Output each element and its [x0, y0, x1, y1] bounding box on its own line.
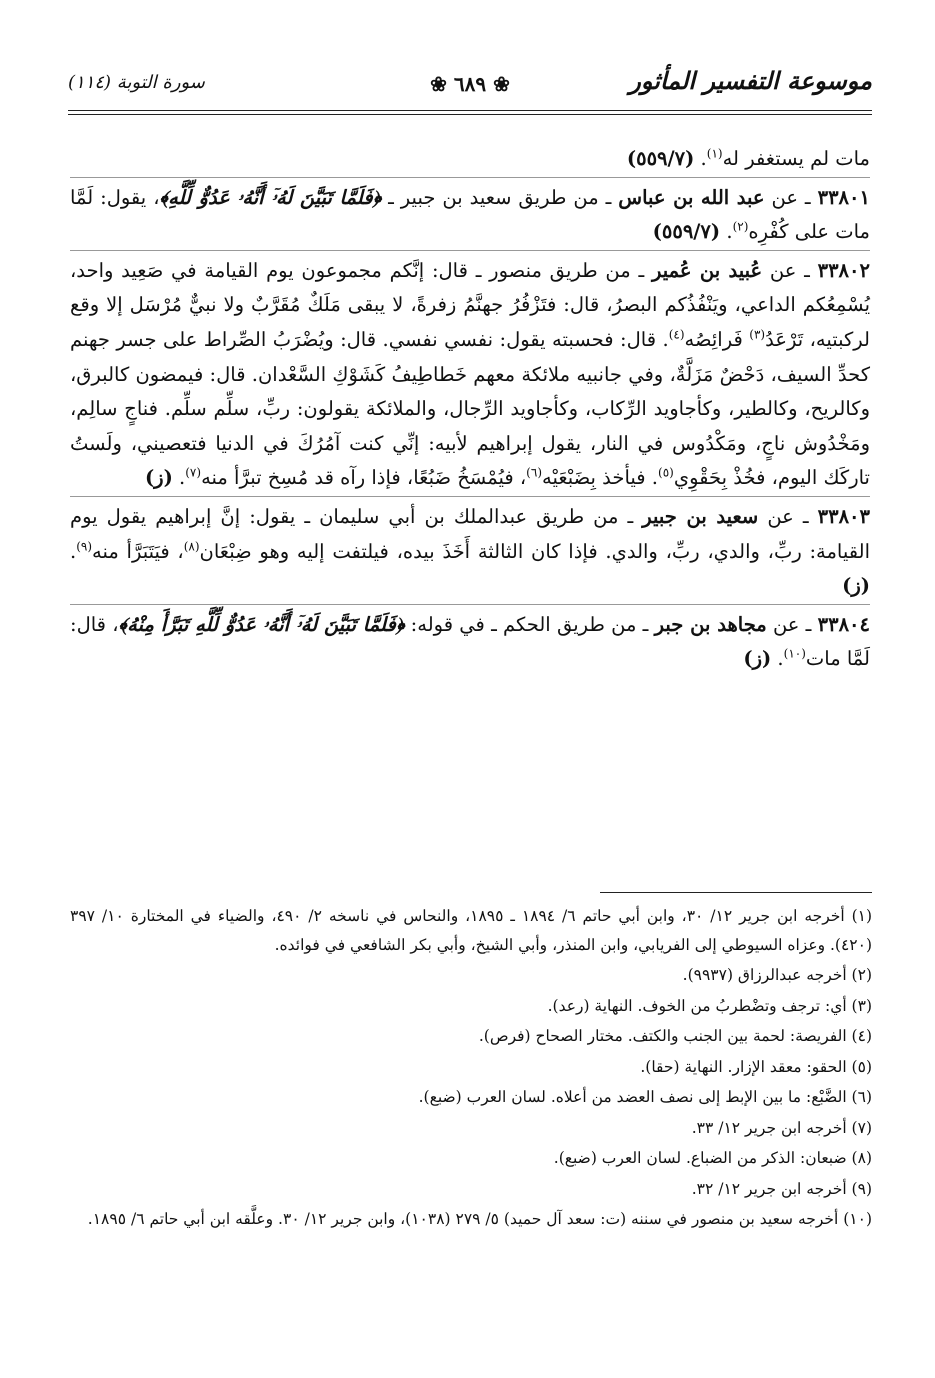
footnote-item: (٩) أخرجه ابن جرير ١٢/ ٣٢.: [691, 1179, 872, 1198]
footnote-separator: [600, 892, 872, 893]
header-rule: [68, 110, 872, 115]
footnote-marker: (٥): [658, 465, 674, 480]
running-header: [68, 64, 872, 104]
page-number: ❀ ٦٨٩ ❀: [430, 72, 510, 96]
footnote-marker: (٧): [185, 465, 202, 480]
footnote-item: (٣) أي: ترجف وتضْطربُ من الخوف. النهاية (رعد).: [547, 996, 872, 1015]
footnote-item: (٧) أخرجه ابن جرير ١٢/ ٣٣.: [691, 1118, 872, 1137]
footnote-item: (٤) الفريصة: لحمة بين الجنب والكتف. مختار الصحاح (فرص).: [478, 1027, 872, 1045]
footnote-marker: (٣): [749, 327, 766, 342]
paragraph-continued: مات لم يستغفر له$^{(١)}$. (٥٥٩/٧): [626, 146, 870, 170]
footnote-marker: (١٠): [783, 646, 806, 661]
quran-verse: ﴿فَلَمَّا تَبَيَّنَ لَهُۥٓ أَنَّهُۥ عَدُوٌّ لِّلَّهِ تَبَرَّأَ مِنْهُ﴾: [118, 612, 405, 636]
footnote-marker: (١): [706, 146, 723, 161]
entry-number: ٣٣٨٠٢: [817, 258, 870, 282]
source-ref: (ز): [842, 574, 870, 598]
entry-number: ٣٣٨٠٤: [817, 612, 870, 636]
footnote-marker: (٦): [526, 465, 542, 480]
footnote-item: (٦) الضَّبْع: ما بين الإبط إلى نصف العضد من أعلاه. لسان العرب (ضبع).: [418, 1088, 872, 1106]
entry-33801: ٣٣٨٠١ ـ عن عبد الله بن عباس ـ من طريق سعيد بن جبير ـ ﴿فَلَمَّا تَبَيَّنَ لَهُۥٓ أَنَّهُۥ عَدُوٌّ لِّلَّهِ﴾، يقول: لَمَّا مات على كُفْرِه$^{(٢)}$. (٥٥٩/٧): [70, 177, 870, 250]
source-ref: (ز): [743, 647, 772, 671]
footnote-marker: (٨): [183, 539, 200, 554]
footnote-item: (١) أخرجه ابن جرير ١٢/ ٣٠، وابن أبي حاتم ٦/ ١٨٩٤ ـ ١٨٩٥، والنحاس في ناسخه ٢/ ٤٩٠، والضياء في المختارة ١٠/ ٣٩٧ (٤٢٠). وعزاه السيوطي إلى الفريابي، وابن المنذر، وأبي الشيخ، وأبي بكر الشافعي في فوائده.: [70, 907, 873, 954]
entry-33803: ٣٣٨٠٣ ـ عن سعيد بن جبير ـ من طريق عبدالملك بن أبي سليمان ـ يقول: إنَّ إبراهيم يقول يوم القيامة: ربِّ، والدي، ربِّ، والدي. فإذا كان الثالثة أَخَذَ بيده، فيلتفت إليه وهو ضِبْعَان$^{(٨)}$، فيَتَبَرَّأ منه$^{(٩)}$. (ز): [70, 496, 870, 604]
surah-label: سورة التوبة (١١٤): [68, 72, 205, 93]
footnote-item: (١٠) أخرجه سعيد بن منصور في سننه (ت: سعد آل حميد) ٥/ ٢٧٩ (١٠٣٨)، وابن جرير ١٢/ ٣٠. وعلَّقه ابن أبي حاتم ٦/ ١٨٩٥.: [87, 1210, 872, 1228]
entry-33802: ٣٣٨٠٢ ـ عن عُبيد بن عُمير ـ من طريق منصور ـ قال: إنَّكم مجموعون يوم القيامة في صَعِيد واحد، يُسْمِعُكم الداعي، ويَنْفُذُكم البصرُ، قال: فتَزْفُرُ جهنَّمُ زفرةً، لا يبقى مَلَكٌ مُقَرَّبٌ ولا نبيٌّ مُرْسَل إلا وقع لركبتيه، تَرْعَدُ$^{(٣)}$ فَرائِصُه$^{(٤)}$. قال: فحسبته يقول: نفسي نفسي. قال: ويُضْرَبُ الصِّراط على جسر جهنم كحدِّ السيف، دَحْضٌ مَزَلَّةٌ، وفي جانبيه ملائكة معهم خَطاطِيفُ كَشَوْكِ السَّعْدان. قال: فيمضون كالبرق، وكالريح، وكالطير، وكأجاويد الرِّكاب، وكأجاويد الرِّجال، والملائكة يقولون: ربِّ، سلِّم سلِّم. فناجٍ سالِم، ومَخْدُوش ناجٍ، ومَكْدُوس في النار، يقول إبراهيم لأبيه: إنِّي كنت آمُرُكَ في الدنيا فتعصيني، ولَستُ تاركَك اليوم، فخُذْ بِحَقْوِي$^{(٥)}$. فيأخذ بِضَبْعَيْه$^{(٦)}$، فيُمْسَخُ ضَبُعًا، فإذا رآه قد مُسِخ تبرَّأ منه$^{(٧)}$. (ز): [70, 250, 870, 496]
footnotes: [70, 900, 872, 1234]
entry-33804: ٣٣٨٠٤ ـ عن مجاهد بن جبر ـ من طريق الحكم ـ في قوله: ﴿فَلَمَّا تَبَيَّنَ لَهُۥٓ أَنَّهُۥ عَدُوٌّ لِّلَّهِ تَبَرَّأَ مِنْهُ﴾، قال: لَمَّا مات$^{(١٠)}$. (ز): [70, 604, 870, 677]
footnote-item: (٨) ضبعان: الذكر من الضباع. لسان العرب (ضبع).: [553, 1149, 872, 1167]
narrator-name: عبد الله بن عباس: [618, 185, 765, 209]
narrator-name: عُبيد بن عُمير: [651, 258, 763, 282]
source-ref: (٥٥٩/٧): [652, 220, 721, 244]
source-ref: (٥٥٩/٧): [626, 147, 695, 170]
footnote-item: (٢) أخرجه عبدالرزاق (٩٩٣٧).: [682, 966, 872, 984]
entry-number: ٣٣٨٠١: [817, 185, 870, 209]
quran-verse: ﴿فَلَمَّا تَبَيَّنَ لَهُۥٓ أَنَّهُۥ عَدُوٌّ لِّلَّهِ﴾: [159, 185, 382, 209]
footnote-item: (٥) الحقو: معقد الإزار. النهاية (حقا).: [640, 1057, 872, 1076]
entry-number: ٣٣٨٠٣: [817, 504, 870, 528]
footnote-marker: (٢): [732, 219, 749, 234]
footnote-marker: (٩): [76, 539, 93, 554]
narrator-name: مجاهد بن جبر: [654, 612, 767, 636]
footnote-marker: (٤): [668, 327, 685, 342]
book-title: موسوعة التفسير المأثور: [629, 66, 872, 95]
main-text: [70, 142, 870, 677]
page-number-value: ٦٨٩: [453, 72, 487, 96]
source-ref: (ز): [144, 466, 173, 490]
narrator-name: سعيد بن جبير: [642, 504, 759, 528]
